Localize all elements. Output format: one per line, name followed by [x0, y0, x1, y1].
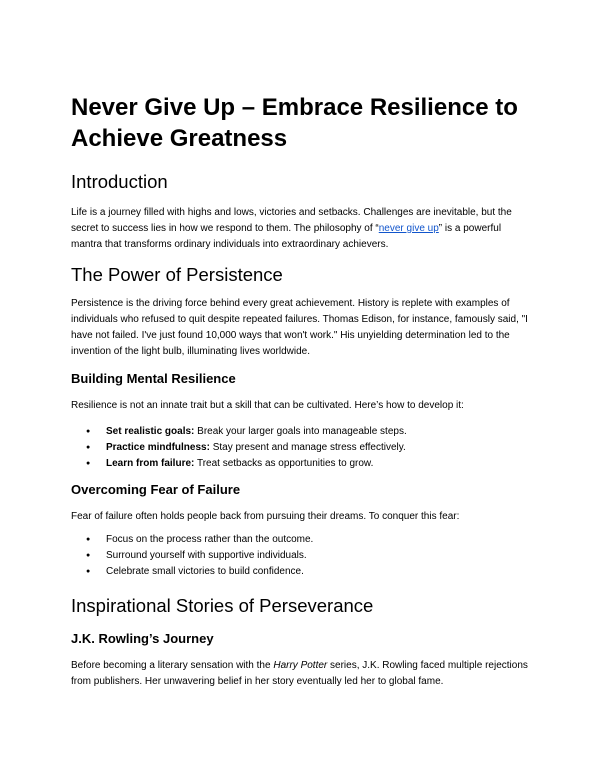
heading-jk-rowling-journey: J.K. Rowling’s Journey: [71, 631, 214, 646]
resilience-tips-list: [71, 424, 407, 472]
list-item: ● Surround yourself with supportive individuals.: [71, 548, 313, 564]
list-item-term: Learn from failure:: [106, 458, 195, 469]
list-item-text: Break your larger goals into manageable steps.: [194, 426, 407, 437]
heading-inspirational-stories: Inspirational Stories of Perseverance: [71, 595, 374, 616]
list-item-term: Set realistic goals:: [106, 426, 195, 437]
heading-building-mental-resilience: Building Mental Resilience: [71, 371, 236, 386]
paragraph-persistence: Persistence is the driving force behind every great achievement. History is replete with examples of individuals who refused to quit despite repeated failures. Thomas Edison, for instance, famously said, "I have not failed. I've just found 10,000 ways that won't work." His unyielding determination led to the invention of the light bulb, illuminating lives worldwide.: [71, 298, 528, 357]
paragraph-rowling: [71, 658, 531, 690]
rowling-text-start: Before becoming a literary sensation with the: [71, 660, 274, 671]
rowling-text-end: series, J.K. Rowling faced multiple rejections from publishers. Her unwavering belief in her story eventually led her to global fame.: [71, 660, 528, 687]
list-item-text: Stay present and manage stress effectively.: [209, 442, 406, 453]
list-item: [71, 440, 407, 456]
list-item: [71, 456, 407, 472]
list-item: [71, 424, 407, 440]
fear-tips-list: [71, 532, 313, 580]
heading-introduction: Introduction: [71, 171, 168, 192]
never-give-up-link[interactable]: never give up: [378, 223, 439, 234]
page-title: Never Give Up – Embrace Resilience to Achieve Greatness: [71, 94, 518, 152]
intro-text-start: Life is a journey filled with highs and lows, victories and setbacks. Challenges are inevitable, but the secret to success lies in how we respond to them. The philosophy of “: [71, 207, 512, 234]
list-item-term: Practice mindfulness:: [106, 442, 210, 453]
list-item: ● Celebrate small victories to build confidence.: [71, 564, 313, 580]
paragraph-fear-intro: Fear of failure often holds people back from pursuing their dreams. To conquer this fear:: [71, 511, 460, 522]
paragraph-resilience-intro: Resilience is not an innate trait but a skill that can be cultivated. Here’s how to develop it:: [71, 400, 464, 411]
list-item: ● Focus on the process rather than the outcome.: [71, 532, 313, 548]
intro-text-end: ” is a powerful mantra that transforms ordinary individuals into extraordinary achievers.: [71, 223, 502, 250]
book-title: Harry Potter: [273, 660, 328, 671]
list-item-text: Treat setbacks as opportunities to grow.: [194, 458, 374, 469]
heading-overcoming-fear-of-failure: Overcoming Fear of Failure: [71, 482, 241, 497]
heading-power-of-persistence: The Power of Persistence: [71, 264, 283, 285]
paragraph-introduction: [71, 205, 531, 253]
